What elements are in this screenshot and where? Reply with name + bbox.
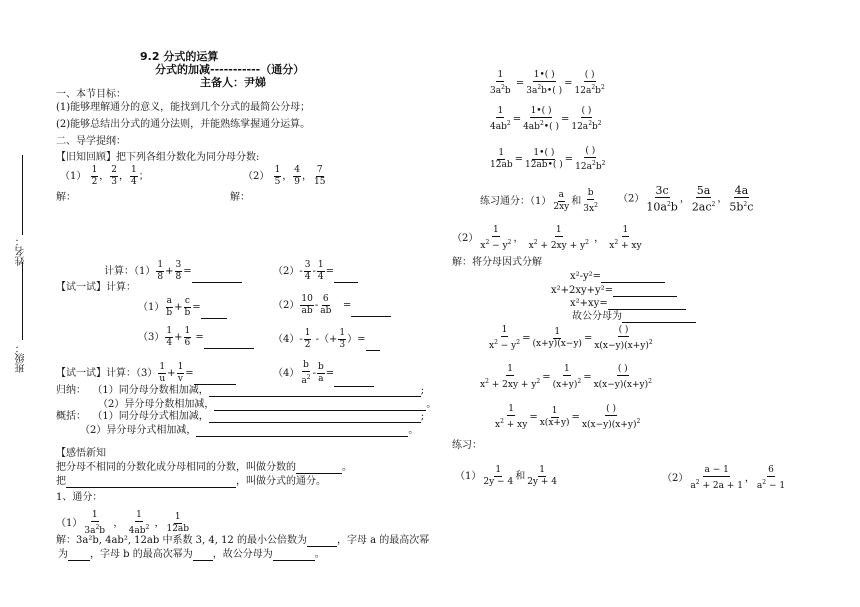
summary-1: 归纳： （1）同分母分数相加减， ; (56, 385, 425, 396)
try-3: （3） $\frac{1}{4}$ + $\frac{1}{6}$ = (138, 326, 254, 349)
goal-2: (2)能够总结出分式的通分法则，并能熟练掌握通分运算。 (56, 119, 311, 130)
tongfen-heading: 1、通分： (56, 492, 103, 503)
review-heading: 【旧知回顾】把下列各组分数化为同分母分数: (56, 152, 260, 163)
factor-1: x²-y²= (570, 270, 665, 283)
factor-2: x²+2xy+y²= (551, 284, 677, 297)
gai-1: 概括： （1）同分母分式相加减， ; (56, 411, 425, 422)
exercise-heading: 练习： (452, 440, 482, 451)
class-label: 班级： (16, 343, 27, 373)
eq-4: $\frac{1}{x^2 - y^2}$ = $\frac{1}{(x+y)(x-y)}$ = $\frac{( )}{x(x-y)(x+y)^2}$ (489, 325, 653, 351)
review-2: （2） $\frac{1}{5}$ ， $\frac{4}{9}$ ， $\frac{7}{15}$ (243, 165, 326, 187)
doc-author: 主备人：尹娣 (200, 76, 266, 89)
practice-2: （2） $\frac{3c}{10a^2b}$ ， $\frac{5a}{2ac^2}$ ， $\frac{4a}{5b^2c}$ (618, 184, 754, 214)
try-heading-2: 【试一试】计算：（3） $\frac{1}{u}$ + $\frac{1}{v}$ = (56, 362, 236, 385)
eq-5: $\frac{1}{x^2 + 2xy + y^2}$ = $\frac{1}{(x+y)^2}$ = $\frac{( )}{x(x-y)(x+y)^2}$ (480, 364, 652, 390)
insight-heading: 【感悟新知 (56, 448, 106, 459)
try-4: （4）- $\frac{1}{2}$ -（+ $\frac{1}{3}$ ）= (273, 328, 380, 351)
try-heading-1: 【试一试】计算： (56, 282, 136, 293)
exercise-2: （2） $\frac{a - 1}{a^2 + 2a + 1}$ ， $\frac{6}{a^2 - 1}$ (662, 465, 786, 491)
exercise-1: （1） $\frac{1}{2y - 4}$ 和 $\frac{1}{2y + 4}$ (455, 465, 557, 487)
gai-2: （2）异分母分式相加减， 。 (80, 425, 419, 436)
calc-row: 计算：（1） $\frac{1}{8}$ + $\frac{3}{8}$ = (104, 260, 242, 283)
eq-3: $\frac{1}{12ab}$ = $\frac{1•( )}{12ab•( )}$ = $\frac{( )}{12a^2b^2}$ (490, 146, 606, 172)
tongfen-fractions: （1） $\frac{1}{3a^2b}$ ， $\frac{1}{4ab^2}$ ， $\frac{1}{12ab}$ (56, 510, 190, 536)
goal-1: (1)能够理解通分的意义，能找到几个分式的最简公分母； (56, 102, 311, 113)
practice-1: 练习通分：（1） $\frac{a}{2xy}$ 和 $\frac{b}{3x^2}$ (480, 188, 598, 214)
section-1: 一、本节目标： (56, 89, 126, 100)
calc-2: （2）- $\frac{3}{4}$ - $\frac{1}{4}$ = (273, 260, 358, 283)
answer-1: 解： (56, 192, 76, 203)
factor-heading: 解：将分母因式分解 (452, 257, 542, 268)
common-denominator: 故公分母为 (572, 310, 696, 323)
lcm-line-1: 解：3a²b, 4ab², 12ab 中系数 3, 4, 12 的最小公倍数为 ，字母 a 的最高次幂 (56, 535, 430, 546)
name-label: 姓名： (16, 236, 27, 266)
eq-1: $\frac{1}{3a^2b}$ = $\frac{1•( )}{3a^2b•( )}$ = $\frac{( )}{12a^2b^2}$ (490, 70, 605, 96)
name-line (22, 155, 23, 235)
doc-title: 9.2 分式的运算 (140, 50, 219, 63)
class-line (22, 262, 23, 340)
factor-3: x²+xy= (570, 297, 686, 310)
summary-2: （2）异分母分数相加减， 。 (98, 399, 437, 410)
answer-2: 解： (230, 192, 250, 203)
section-2: 二、导学提纲： (56, 136, 126, 147)
eq-2: $\frac{1}{4ab^2}$ = $\frac{1•( )}{4ab^2•( )}$ = $\frac{( )}{12a^2b^2}$ (490, 106, 602, 132)
insight-1: 把分母不相同的分数化成分母相同的分数，叫做分数的 。 (56, 462, 352, 473)
lcm-line-2: 为 ，字母 b 的最高次幂为 ，故公分母为 。 (58, 549, 325, 560)
insight-2: 把 ，叫做分式的通分。 (56, 476, 326, 487)
try-5: （4） $\frac{b}{a^2}$ - $\frac{b}{a}$ = (273, 360, 374, 387)
review-1: （1） $\frac{1}{2}$ ， $\frac{2}{3}$ ， $\frac{1}{4}$ ； (60, 165, 149, 187)
doc-subtitle: 分式的加减-----------（通分） (155, 63, 305, 76)
try-2: （2） $\frac{10}{ab}$ - $\frac{6}{ab}$ = (273, 294, 391, 317)
try-1: （1） $\frac{a}{b}$ + $\frac{c}{b}$ = (138, 296, 227, 319)
practice-3: （2） $\frac{1}{x^2 - y^2}$ ， $\frac{1}{x^2 + 2xy + y^2}$ ， $\frac{1}{x^2 + xy}$ (452, 225, 642, 251)
eq-6: $\frac{1}{x^2 + xy}$ = $\frac{1}{x(x+y)}$ = $\frac{( )}{x(x-y)(x+y)^2}$ (495, 404, 641, 430)
